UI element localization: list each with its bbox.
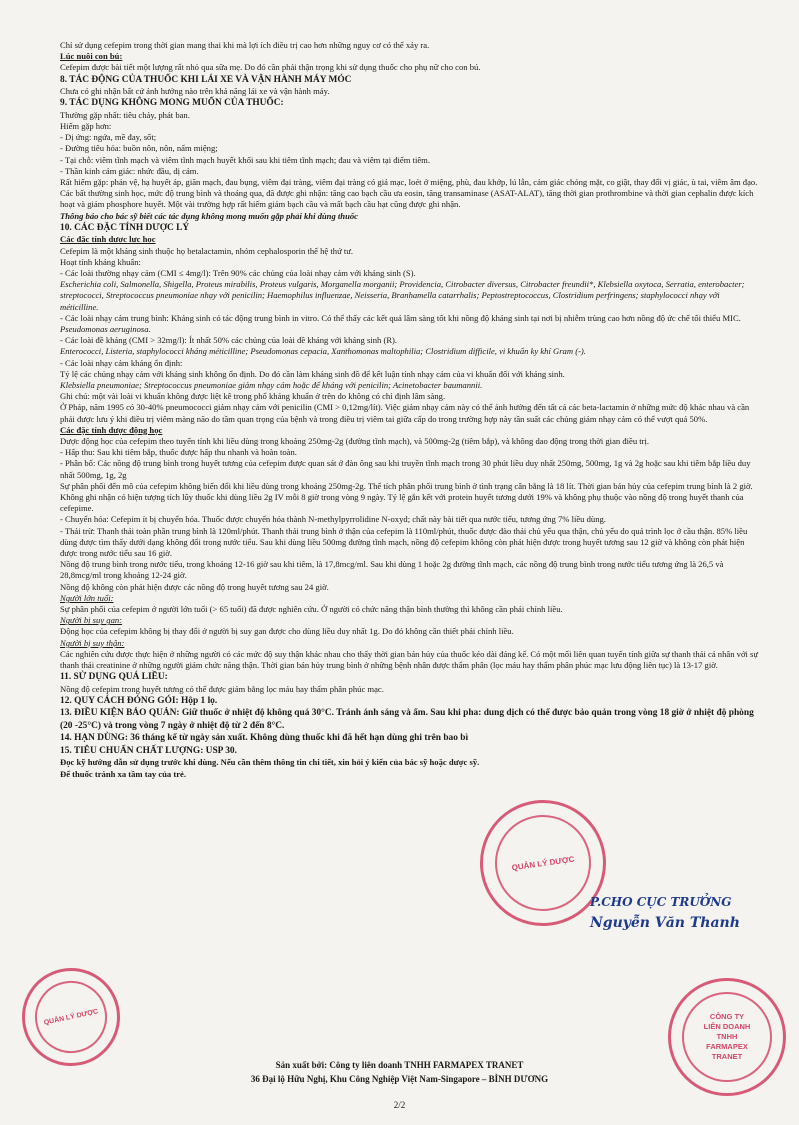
text-line: Các nghiên cứu được thực hiện ở những người có các mức độ suy thận khác nhau cho thấy thời gian bán hủy của thuốc kéo dài đáng kể. Có một mối liên quan tuyến tính giữa sự thanh thải cá nhân với sự thanh thải creatinine ở những người giảm chức năng thận. Thời gian bán hủy trung bình ở những bệnh nhân được thẩm phân (lọc máu hay thẩm phân phúc mạc lưu động liên tục) là 13-17 giờ. xyxy=(60,648,759,671)
stamp-left-text: QUẢN LÝ DƯỢC xyxy=(43,1007,99,1027)
text-line: - Đường tiêu hóa: buồn nôn, nôn, nấm miệng; xyxy=(60,143,218,154)
text-line: Chỉ sử dụng cefepim trong thời gian mang thai khi mà lợi ích điều trị cao hơn những nguy cơ có thể xảy ra. xyxy=(60,40,430,50)
text-line: - Hấp thu: Sau khi tiêm bắp, thuốc được hấp thu nhanh và hoàn toàn. xyxy=(60,447,297,458)
subheading: Các đặc tính dược lực học xyxy=(60,234,156,245)
signature-name: Nguyễn Văn Thanh xyxy=(590,915,740,931)
manufacturer-line: Sản xuất bởi: Công ty liên doanh TNHH FARMAPEX TRANET xyxy=(275,1060,524,1070)
text-line: - Các loài nhạy cảm trung bình: Kháng sinh có tác động trung bình in vitro. Có thể thấy các kết quả lâm sàng tốt khi nồng độ kháng sinh tại nơi bị nhiễm trùng cao hơn nồng độ ức chế tối thiểu MIC. xyxy=(60,312,741,323)
section-heading-8: 8. TÁC ĐỘNG CỦA THUỐC KHI LÁI XE VÀ VẬN HÀNH MÁY MÓC xyxy=(60,74,352,85)
instruction-line: Đọc kỹ hướng dẫn sử dụng trước khi dùng. Nếu cần thêm thông tin chi tiết, xin hỏi ý kiến của bác sỹ hoặc dược sỹ. xyxy=(60,757,480,768)
text-line: Hiếm gặp hơn: xyxy=(60,121,112,132)
text-line: Các bất thường sinh học, mức độ trung bình và thoáng qua, đã được ghi nhận: tăng cao bạch cầu ưa eosin, tăng transaminase (ASAT-ALAT), tăng thời gian prothrombine và thời gian cephalin được kích hoạt và giảm phosphore huyết. Một vài trường hợp rất hiếm giảm bạch cầu và mất bạch cầu hạt cũng được ghi nhận. xyxy=(60,188,754,210)
text-line: - Các loài đề kháng (CMI > 32mg/l): Ít nhất 50% các chủng của loài đề kháng với kháng sinh (R). xyxy=(60,335,398,346)
stamp-center-text: QUẢN LÝ DƯỢC xyxy=(511,854,575,872)
subheading: Các đặc tính dược động học xyxy=(60,424,163,435)
species-list: Pseudomonas aeruginosa. xyxy=(60,323,151,334)
signature-block xyxy=(590,895,790,931)
section-heading-9: 9. TÁC DỤNG KHÔNG MONG MUỐN CỦA THUỐC: xyxy=(60,98,284,109)
subheading-italic: Người bị suy gan: xyxy=(60,615,123,626)
text-line: Thường gặp nhất: tiêu chảy, phát ban. xyxy=(60,109,190,120)
text-line: Nồng độ trung bình trong nước tiểu, trong khoảng 12-16 giờ sau khi tiêm, là 17,8mcg/ml. Sau khi dùng 1 hoặc 2g đường tĩnh mạch, các nồng độ trung bình trong nước tiểu tương ứng là 26,5 và 28,8mcg/ml trong khoảng 12-24 giờ. xyxy=(60,559,724,581)
page-number: 2/2 xyxy=(393,1100,406,1110)
section-heading-10: 10. CÁC ĐẶC TÍNH DƯỢC LÝ xyxy=(60,222,190,233)
text-line: Cefepim là một kháng sinh thuộc họ betalactamin, nhóm cephalosporin thế hệ thứ tư. xyxy=(60,245,354,256)
subheading-italic: Người bị suy thận: xyxy=(60,637,125,648)
company-stamp-line: FARMAPEX xyxy=(706,1042,748,1051)
species-list: Enterococci, Listeria, staphylococci kháng méticilline; Pseudomonas cepacia, Xanthomonas maltophilia; Clostridium difficile, vi khuẩn ky khí Gram (-). xyxy=(60,346,586,357)
species-list: Escherichia coli, Salmonella, Shigella, Proteus mirabilis, Proteus vulgaris, Morganella morganii; Providencia, Citrobacter diversus, Citrobacter freundii*, Klebsiella oxytoca, Serratia, enterobacter; streptococci, Streptococcus pneumoniae nhạy với penicilin; Haemophilus influenzae, Neisseria, Branhamella catarrhalis; Peptostreptococcus, Clostridium perfringens; staphylococci nhạy với méticilline. xyxy=(60,279,745,312)
section-heading-13: 13. ĐIỀU KIỆN BẢO QUẢN: Giữ thuốc ở nhiệt độ không quá 30°C. Tránh ánh sáng và ẩm. Sau khi pha: dung dịch có thể được bảo quản trong vòng 18 giờ ở nhiệt độ phòng (20 -25°C) và trong vòng 7 ngày ở nhiệt độ từ 2 đến 8°C. xyxy=(60,708,754,731)
text-line: Ghi chú: một vài loài vi khuẩn không được liệt kê trong phổ kháng khuẩn ở trên do không có chỉ định lâm sàng. xyxy=(60,391,446,402)
text-line: - Thải trừ: Thanh thải toàn phần trung bình là 120ml/phút. Thanh thải trung bình ở thận của cefepim là 110ml/phút, thuốc được đào thải chủ yếu qua thận, chủ yếu do quá trình lọc ở cầu thận. 85% liều dùng được tìm thấy dưới dạng không đổi trong nước tiểu. Sau khi dùng liều 500mg đường tĩnh mạch, nồng độ cefepim không còn phát hiện được trong huyết tương sau 12 giờ và không còn phát hiện được trong nước tiểu sau 16 giờ. xyxy=(60,525,748,559)
section-heading-14: 14. HẠN DÙNG: 36 tháng kể từ ngày sản xuất. Không dùng thuốc khi đã hết hạn dùng ghi trên bao bì xyxy=(60,733,469,744)
document-body xyxy=(60,40,760,780)
instruction-line: Để thuốc tránh xa tầm tay của trẻ. xyxy=(60,768,187,779)
subheading-italic: Người lớn tuổi: xyxy=(60,592,114,603)
text-line: Nồng độ cefepim trong huyết tương có thể được giảm bằng lọc máu hay thẩm phân phúc mạc. xyxy=(60,683,384,694)
species-list: Klebsiella pneumoniae; Streptococcus pneumoniae giảm nhạy cảm hoặc để kháng với penicilin; Acinetobacter baumannii. xyxy=(60,379,483,390)
text-line: - Phân bố: Các nồng độ trung bình trong huyết tương của cefepim được quan sát ở đàn ông sau khi truyền tĩnh mạch trong 30 phút liều duy nhất 250mg, 500mg, 1g và 2g hoặc sau khi tiêm bắp liều duy nhất 500mg, 1g, 2g xyxy=(60,458,751,480)
text-line: Sự phân phối đến mô của cefepim không biến đổi khi liều dùng trong khoảng 250mg-2g. Thể tích phân phối trung bình ở tình trạng cân bằng là 18 lít. Thời gian bán hủy của cefepim trung bình là 2 giờ. Không ghi nhận có hiện tượng tích lũy thuốc khi dùng liều 2g IV mỗi 8 giờ trong vòng 9 ngày. Tỷ lệ gắn kết với protein huyết tương dưới 19% và không phụ thuộc vào nồng độ trong huyết thanh của cefepime. xyxy=(60,480,753,514)
company-stamp-line: TNHH xyxy=(716,1032,738,1041)
notice-line: Thông báo cho bác sỹ biết các tác dụng không mong muốn gặp phải khi dùng thuốc xyxy=(60,210,358,221)
signature-title: P.CHO CỤC TRƯỞNG xyxy=(590,895,732,909)
subheading: Lúc nuôi con bú: xyxy=(60,51,123,62)
text-line: Ở Pháp, năm 1995 có 30-40% pneumococci giảm nhạy cảm với penicilin (CMI > 0,12mg/lít). Việc giảm nhạy cảm này có thể ảnh hưởng đến tất cả các beta-lactamin ở những mức độ khác nhau và cần phải được lưu ý khi điều trị viêm màng não do tầm quan trọng của bệnh và trong điều trị viêm tai giữa cấp do trong trường hợp này tần suất các chủng giảm nhạy cảm có thể vượt quá 50%. xyxy=(60,402,750,424)
section-heading-15: 15. TIÊU CHUẨN CHẤT LƯỢNG: USP 30. xyxy=(60,745,237,756)
section-heading-11: 11. SỬ DỤNG QUÁ LIỀU: xyxy=(60,672,168,683)
company-stamp-line: LIÊN DOANH xyxy=(703,1022,751,1031)
text-line: - Các loài thường nhạy cảm (CMI ≤ 4mg/l): Trên 90% các chủng của loài nhạy cảm với kháng sinh (S). xyxy=(60,267,416,278)
text-line: Chưa có ghi nhận bất cứ ảnh hưởng nào trên khả năng lái xe và vận hành máy. xyxy=(60,86,330,97)
text-line: Rất hiếm gặp: phản vệ, hạ huyết áp, giãn mạch, đau bụng, viêm đại tràng, viêm đại tràng có giả mạc, loét ở miệng, phù, đau khớp, lú lẫn, cảm giác chóng mặt, co giật, thay đổi vị giác, ù tai, viêm âm đạo. xyxy=(60,177,758,188)
text-line: Động học của cefepim không bị thay đổi ở người bị suy gan được cho dùng liều duy nhất 1g. Do đó không cần thiết phải chỉnh liều. xyxy=(60,626,514,637)
text-line: Nồng độ không còn phát hiện được các nồng độ trong huyết tương sau 24 giờ. xyxy=(60,581,329,592)
text-line: - Thần kinh cảm giác: nhức đầu, dị cảm. xyxy=(60,165,199,176)
text-line: Cefepim được bài tiết một lượng rất nhỏ qua sữa mẹ. Do đó cần phải thận trọng khi sử dụng thuốc cho phụ nữ cho con bú. xyxy=(60,62,481,73)
text-line: - Chuyển hóa: Cefepim ít bị chuyển hóa. Thuốc được chuyển hóa thành N-methylpyrrolidine N-oxyd; chất này bài tiết qua nước tiểu, tương ứng 7% liều dùng. xyxy=(60,514,606,525)
company-stamp-line: CÔNG TY xyxy=(709,1012,745,1021)
text-line: Sự phân phối của cefepim ở người lớn tuổi (> 65 tuổi) đã được nghiên cứu. Ở người có chức năng thận bình thường thì không cần phải chỉnh liều. xyxy=(60,604,563,615)
text-line: Tỷ lệ các chủng nhạy cảm với kháng sinh không ổn định. Do đó cần làm kháng sinh đồ để kết luận tính nhạy cảm của vi khuẩn đối với kháng sinh. xyxy=(60,368,565,379)
company-stamp-line: TRANET xyxy=(711,1052,743,1061)
section-heading-12: 12. QUY CÁCH ĐÓNG GÓI: Hộp 1 lọ. xyxy=(60,695,218,706)
official-stamp-left xyxy=(13,959,129,1075)
text-line: Hoạt tính kháng khuẩn: xyxy=(60,256,141,267)
text-line: - Dị ứng: ngứa, mề đay, sốt; xyxy=(60,132,157,143)
text-line: - Các loài nhạy cảm kháng ổn định: xyxy=(60,357,183,368)
text-line: - Tại chỗ: viêm tĩnh mạch và viêm tĩnh mạch huyết khối sau khi tiêm tĩnh mạch; đau và viêm tại điểm tiêm. xyxy=(60,154,431,165)
text-line: Dược động học của cefepim theo tuyến tính khi liều dùng trong khoảng 250mg-2g (đường tĩnh mạch), và 500mg-2g (tiêm bắp), và không dao động trong thời gian điều trị. xyxy=(60,436,650,446)
address-line: 36 Đại lộ Hữu Nghị, Khu Công Nghiệp Việt Nam-Singapore – BÌNH DƯƠNG xyxy=(250,1074,549,1084)
